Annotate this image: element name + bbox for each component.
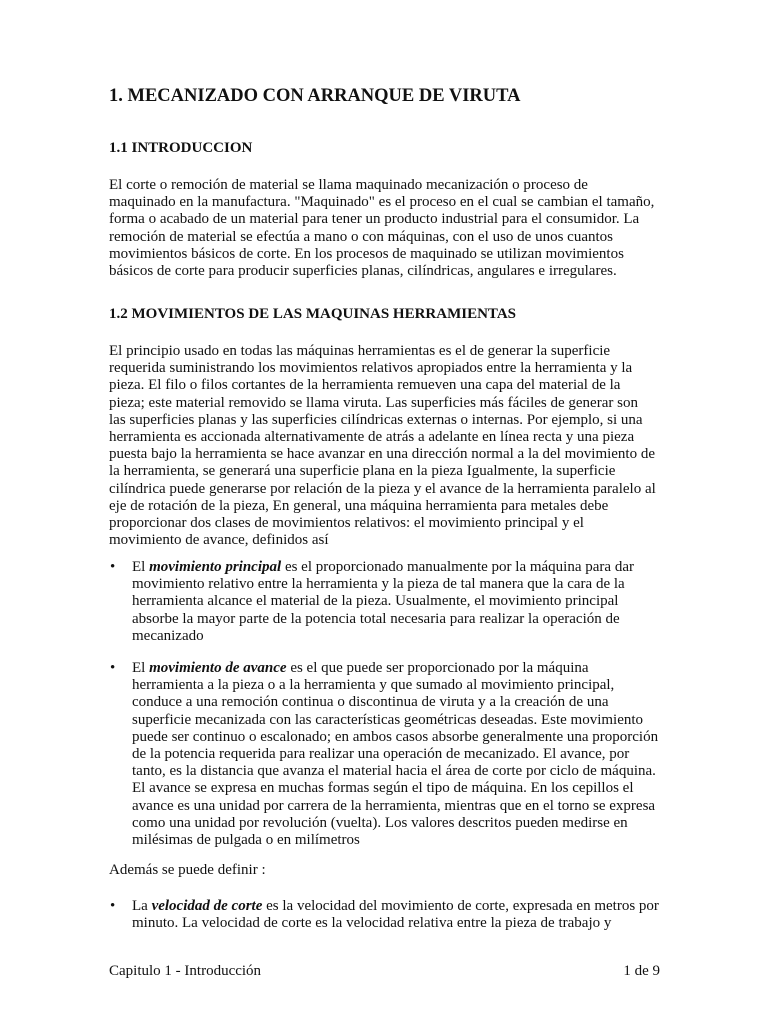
bullet-body: es la velocidad del movimiento de corte, expresada en metros por minuto. La velocidad de corte es la velocidad relativa entre la pieza de trabajo y (132, 898, 659, 932)
bullet-body: es el proporcionado manualmente por la máquina para dar movimiento relativo entre la herramienta y la pieza de tal manera que la cara de la herramienta alcance el material de la pieza. Usualmente, el movimiento principal absorbe la mayor parte de la potencia total necesaria para realizar la operación de mecanizado (132, 559, 634, 644)
paragraph-introduccion: El corte o remoción de material se llama maquinado mecanización o proceso de maquinado en la manufactura. "Maquinado" es el proceso en el cual se cambian el tamaño, forma o acabado de un material para tener un producto industrial para el consumidor. La remoción de material se efectúa a mano o con máquinas, con el uso de unos cuantos movimientos básicos de corte. En los procesos de maquinado se utilizan movimientos básicos de corte para producir superficies planas, cilíndricas, angulares e irregulares. (109, 177, 655, 280)
bullet-marker: • (110, 660, 116, 676)
also-define-text: Además se puede definir : (109, 862, 266, 878)
document-title: 1. MECANIZADO CON ARRANQUE DE VIRUTA (109, 86, 521, 106)
term-movimiento-principal: movimiento principal (149, 559, 282, 575)
section-heading-introduccion: 1.1 INTRODUCCION (109, 140, 253, 156)
term-velocidad-corte: velocidad de corte (151, 898, 263, 914)
bullet-prefix: El (132, 559, 150, 575)
section-heading-movimientos: 1.2 MOVIMIENTOS DE LAS MAQUINAS HERRAMIENTAS (109, 306, 516, 322)
term-movimiento-avance: movimiento de avance (149, 660, 287, 676)
footer-page-number: 1 de 9 (623, 963, 660, 979)
bullet-prefix: La (132, 898, 152, 914)
bullet-text (132, 898, 660, 932)
bullet-marker: • (110, 898, 116, 914)
bullet-text (132, 660, 660, 849)
bullet-marker: • (110, 559, 116, 575)
bullet-prefix: El (132, 660, 150, 676)
bullet-text (132, 559, 660, 645)
paragraph-movimientos: El principio usado en todas las máquinas herramientas es el de generar la superficie requerida suministrando los movimientos relativos apropiados entre la herramienta y la pieza. El filo o filos cortantes de la herramienta remueven una capa del material de la pieza; este material removido se llama viruta. Las superficies más fáciles de generar son las superficies planas y las superficies cilíndricas externas o internas. Por ejemplo, si una herramienta es accionada alternativamente de atrás a adelante en línea recta y una pieza puesta bajo la herramienta se hace avanzar en una dirección normal a la del movimiento de la herramienta, se generará una superficie plana en la pieza Igualmente, la superficie cilíndrica puede generarse por relación de la pieza y el avance de la herramienta paralelo al eje de rotación de la pieza, En general, una máquina herramienta para metales debe proporcionar dos clases de movimientos relativos: el movimiento principal y el movimiento de avance, definidos así (109, 343, 656, 549)
footer-chapter: Capitulo 1 - Introducción (109, 963, 262, 979)
bullet-body: es el que puede ser proporcionado por la máquina herramienta a la pieza o a la herramienta y que sumado al movimiento principal, conduce a una remoción continua o discontinua de viruta y a la creación de una superficie mecanizada con las características geométricas deseadas. Este movimiento puede ser continuo o escalonado; en ambos casos absorbe generalmente una proporción de la potencia requerida para realizar una operación de mecanizado. El avance, por tanto, es la distancia que avanza el material hacia el área de corte por ciclo de máquina. El avance se expresa en muchas formas según el tipo de máquina. En los cepillos el avance es una unidad por carrera de la herramienta, mientras que en el torno se expresa como una unidad por revolución (vuelta). Los valores descritos pueden medirse en milésimas de pulgada o en milímetros (132, 660, 659, 849)
